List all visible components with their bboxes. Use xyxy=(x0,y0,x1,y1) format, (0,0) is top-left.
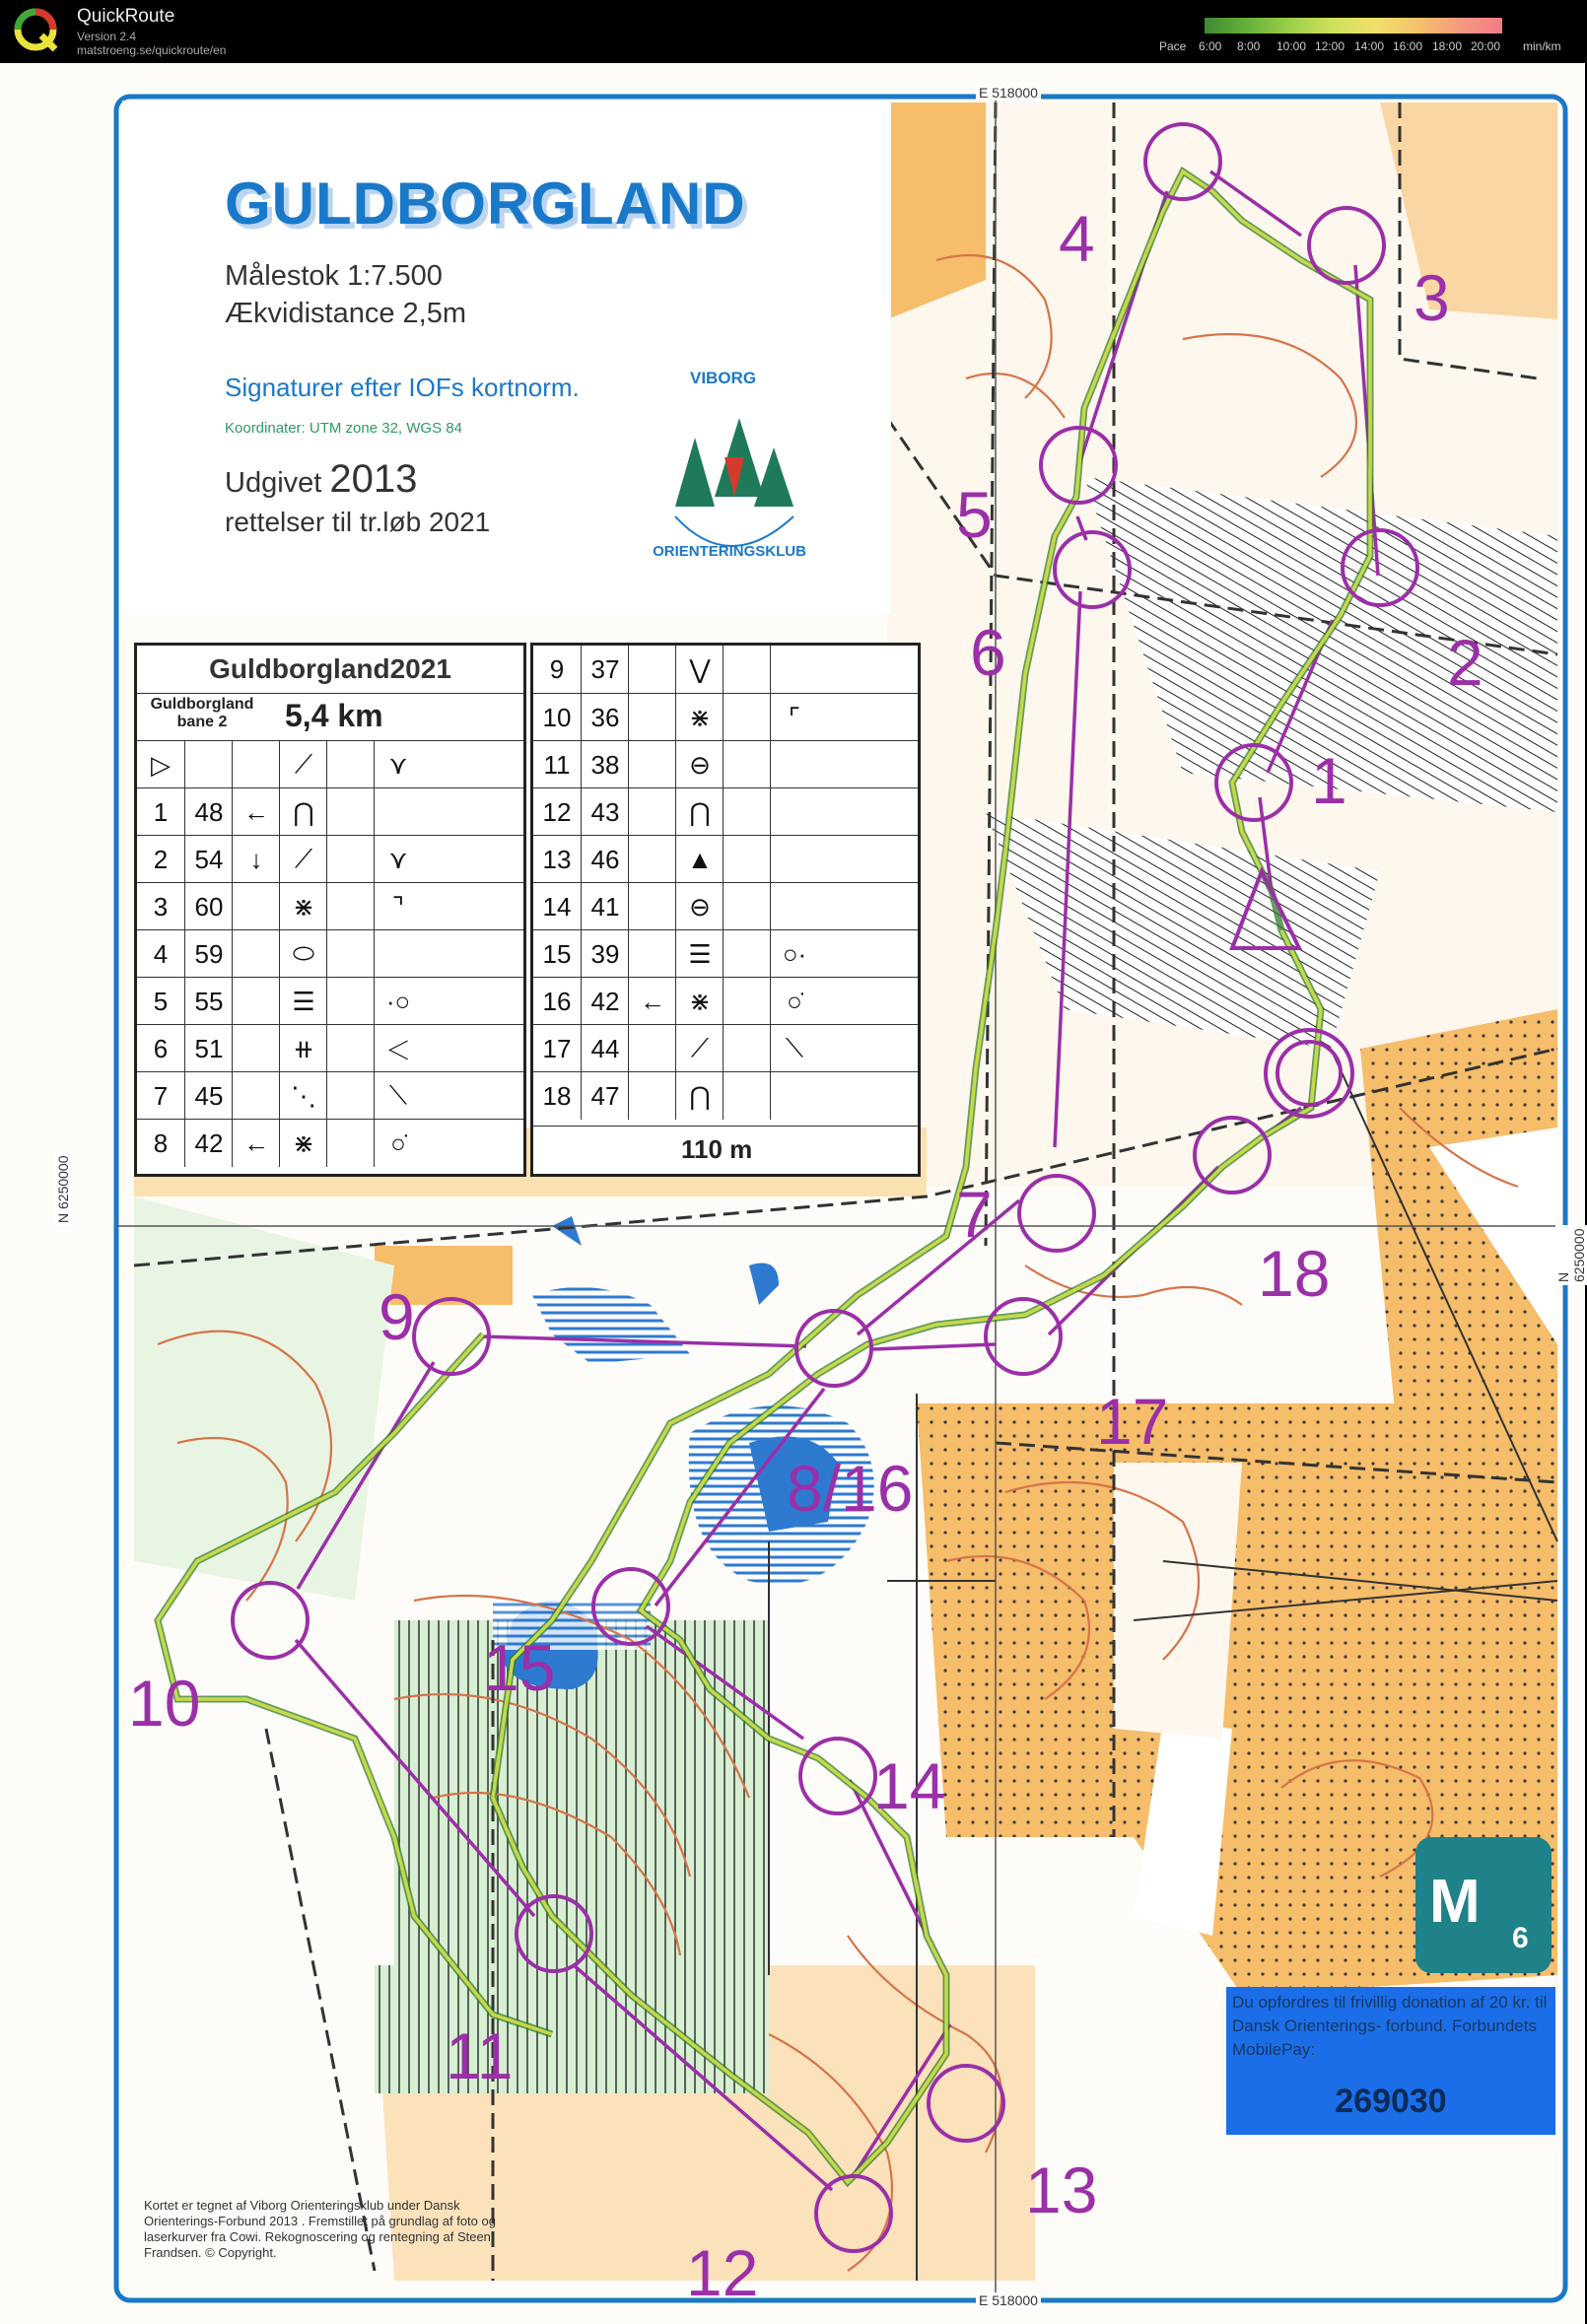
control-number-label: 8/16 xyxy=(787,1452,914,1525)
pace-tick: 18:00 xyxy=(1432,39,1463,53)
description-cell: 60 xyxy=(184,883,233,930)
quickroute-header xyxy=(0,0,1585,63)
control-number-label: 7 xyxy=(956,1178,993,1251)
description-cell xyxy=(628,883,676,930)
description-cell xyxy=(723,694,771,741)
club-name-bottom: ORIENTERINGSKLUB xyxy=(653,543,806,560)
control-row xyxy=(533,1071,918,1120)
donation-box xyxy=(1226,1987,1555,2135)
description-cell: 48 xyxy=(184,788,233,836)
description-cell xyxy=(326,978,375,1025)
control-row xyxy=(137,835,523,883)
description-cell: 42 xyxy=(184,1120,233,1167)
description-cell: 42 xyxy=(581,978,629,1025)
control-number-label: 2 xyxy=(1447,626,1484,699)
pace-color-scale xyxy=(1205,18,1502,34)
control-row xyxy=(137,882,523,930)
mobilepay-number: 269030 xyxy=(1335,2083,1447,2120)
description-cell: ↓ xyxy=(232,836,280,883)
control-number-label: 15 xyxy=(483,1631,556,1704)
description-cell: 44 xyxy=(581,1025,629,1072)
description-cell: 16 xyxy=(542,986,572,1016)
control-description-right xyxy=(530,643,921,1177)
description-cell: 45 xyxy=(184,1072,233,1120)
description-cell xyxy=(723,646,771,693)
description-cell: 10 xyxy=(542,702,572,732)
description-cell: 14 xyxy=(542,891,572,922)
control-number-label: 9 xyxy=(379,1280,415,1353)
description-cell: 7 xyxy=(153,1080,169,1111)
description-cell: 51 xyxy=(184,1025,233,1072)
quickroute-logo-icon xyxy=(12,6,59,53)
club-name: VIBORG xyxy=(690,369,757,387)
description-cell: ⌝ xyxy=(374,883,422,930)
control-number-label: 17 xyxy=(1096,1385,1169,1458)
description-cell xyxy=(232,930,280,978)
published-year: 2013 xyxy=(329,457,418,501)
course-row xyxy=(137,693,523,741)
description-cell xyxy=(770,788,818,836)
description-cell: ·○ xyxy=(374,978,422,1025)
description-cell: ☰ xyxy=(279,978,327,1025)
control-number-label: 6 xyxy=(970,616,1006,689)
description-cell: ⟍ xyxy=(374,1072,422,1120)
control-row xyxy=(533,977,918,1025)
description-cell: 8 xyxy=(153,1128,169,1158)
control-number-label: 10 xyxy=(128,1667,201,1740)
description-cell: 12 xyxy=(542,796,572,827)
description-cell xyxy=(326,930,375,978)
description-cell: 39 xyxy=(581,930,629,978)
donation-text: Du opfordres til frivillig donation af 20 kr. til Dansk Orienterings- forbund. Forbundets MobilePay: xyxy=(1232,1993,1548,2059)
event-name: Guldborgland2021 xyxy=(209,653,451,684)
control-row xyxy=(137,1119,523,1167)
pace-tick: 14:00 xyxy=(1354,39,1385,53)
published-line xyxy=(225,457,417,502)
description-cell: 9 xyxy=(549,653,565,684)
description-cell: ← xyxy=(232,1120,280,1167)
control-row xyxy=(137,977,523,1025)
club-logo-icon xyxy=(646,398,813,566)
description-cell: ⧺ xyxy=(279,1025,327,1072)
description-cell: ⋇ xyxy=(675,694,724,741)
description-cell: 18 xyxy=(542,1080,572,1111)
description-cell: 5 xyxy=(153,986,169,1016)
description-cell: ⟋ xyxy=(279,836,327,883)
description-cell: 17 xyxy=(542,1033,572,1063)
map-credits: Kortet er tegnet af Viborg Orienteringsklub under Dansk Orienterings-Forbund 2013 . Fremstillet på grundlag af foto og laserkurver fra Cowi. Rekognoscering og rentegning af Steen Frandsen. © Copyright. xyxy=(144,2198,496,2260)
symbols-note: Signaturer efter IOFs kortnorm. xyxy=(225,373,580,402)
description-cell xyxy=(770,741,818,788)
description-cell: ⊖ xyxy=(675,741,724,788)
description-cell xyxy=(723,1025,771,1072)
description-cell: 11 xyxy=(543,749,571,780)
app-version: Version 2.4 xyxy=(77,30,137,43)
description-cell: 4 xyxy=(153,938,169,969)
description-cell xyxy=(232,741,280,788)
control-number-label: 14 xyxy=(873,1749,946,1822)
m6-logo-icon xyxy=(1415,1837,1552,1973)
map-equidistance: Ækvidistance 2,5m xyxy=(225,298,466,329)
pace-label: Pace xyxy=(1159,39,1187,53)
description-cell xyxy=(770,883,818,930)
description-cell xyxy=(326,741,375,788)
description-cell: 13 xyxy=(542,844,572,874)
description-cell xyxy=(723,978,771,1025)
description-cell xyxy=(628,930,676,978)
control-number-label: 11 xyxy=(446,2019,514,2092)
description-cell: ⊖ xyxy=(675,883,724,930)
control-row xyxy=(137,787,523,836)
description-cell: ⋎ xyxy=(374,741,422,788)
control-number-label: 4 xyxy=(1059,202,1095,275)
description-cell: ＜ xyxy=(374,1025,422,1072)
description-cell: 38 xyxy=(581,741,629,788)
description-cell: ☰ xyxy=(675,930,724,978)
description-cell: ⋂ xyxy=(675,788,724,836)
control-description-left xyxy=(134,643,526,1177)
pace-tick: 20:00 xyxy=(1471,39,1501,53)
description-cell: 59 xyxy=(184,930,233,978)
description-cell xyxy=(723,1072,771,1120)
description-cell xyxy=(628,646,676,693)
description-cell xyxy=(723,836,771,883)
description-cell xyxy=(723,930,771,978)
grid-label-left: N 6250000 xyxy=(55,1152,71,1226)
description-cell: ← xyxy=(232,788,280,836)
description-cell xyxy=(326,788,375,836)
description-cell: 2 xyxy=(153,844,169,874)
description-cell: ○· xyxy=(770,930,818,978)
control-row xyxy=(533,835,918,883)
description-cell xyxy=(628,1072,676,1120)
description-cell: ⋇ xyxy=(279,1120,327,1167)
control-row xyxy=(137,1071,523,1120)
control-row xyxy=(137,929,523,978)
description-cell: ▲ xyxy=(675,836,724,883)
description-cell: ⬭ xyxy=(279,930,327,978)
published-prefix: Udgivet xyxy=(225,467,322,499)
description-cell xyxy=(326,883,375,930)
corrections-note: rettelser til tr.løb 2021 xyxy=(225,507,491,537)
description-cell xyxy=(232,978,280,1025)
description-cell: 47 xyxy=(581,1072,629,1120)
description-cell: 43 xyxy=(581,788,629,836)
grid-label-top: E 518000 xyxy=(976,85,1041,101)
control-number-label: 13 xyxy=(1025,2153,1098,2226)
description-cell xyxy=(770,1072,818,1120)
pace-tick: 8:00 xyxy=(1237,39,1261,53)
description-cell xyxy=(232,1025,280,1072)
description-cell xyxy=(232,1072,280,1120)
description-cell: ○̇ xyxy=(770,978,818,1025)
control-number-label: 1 xyxy=(1311,744,1347,817)
control-row xyxy=(533,882,918,930)
grid-label-bottom: E 518000 xyxy=(976,2292,1041,2308)
description-cell: ⋂ xyxy=(675,1072,724,1120)
description-cell: ⋎ xyxy=(374,836,422,883)
description-cell: ⋇ xyxy=(675,978,724,1025)
description-cell: 46 xyxy=(581,836,629,883)
description-cell: ○̇ xyxy=(374,1120,422,1167)
description-cell: 54 xyxy=(184,836,233,883)
start-row xyxy=(137,740,523,788)
map-title: GULDBORGLAND xyxy=(225,171,746,237)
description-cell: ⋁ xyxy=(675,646,724,693)
description-cell xyxy=(326,1120,375,1167)
description-cell: ⌜ xyxy=(770,694,818,741)
control-row xyxy=(533,787,918,836)
app-url[interactable]: matstroeng.se/quickroute/en xyxy=(77,43,227,57)
description-cell xyxy=(723,788,771,836)
description-cell xyxy=(770,646,818,693)
description-cell: ⋂ xyxy=(279,788,327,836)
control-row xyxy=(533,693,918,741)
description-cell xyxy=(723,741,771,788)
m6-logo-text: M xyxy=(1429,1868,1481,1936)
description-cell xyxy=(184,741,233,788)
description-cell: ⟋ xyxy=(279,741,327,788)
map-scale: Målestok 1:7.500 xyxy=(225,260,443,292)
description-cell xyxy=(374,788,422,836)
description-cell: 55 xyxy=(184,978,233,1025)
description-cell: 3 xyxy=(153,891,169,922)
finish-distance: 110 m xyxy=(681,1134,753,1164)
control-row xyxy=(533,646,918,693)
control-row xyxy=(533,1024,918,1072)
coordinates-note: Koordinater: UTM zone 32, WGS 84 xyxy=(225,420,462,437)
description-cell xyxy=(232,883,280,930)
description-cell xyxy=(374,930,422,978)
control-number-label: 18 xyxy=(1258,1237,1331,1310)
description-cell xyxy=(326,836,375,883)
description-cell xyxy=(326,1025,375,1072)
description-cell: ⟍ xyxy=(770,1025,818,1072)
description-cell xyxy=(628,694,676,741)
pace-tick: 12:00 xyxy=(1315,39,1346,53)
control-row xyxy=(137,1024,523,1072)
course-name: Guldborgland bane 2 xyxy=(150,696,254,730)
control-row xyxy=(533,740,918,788)
description-cell: ⟋ xyxy=(675,1025,724,1072)
pace-tick: 16:00 xyxy=(1393,39,1423,53)
description-cell xyxy=(628,836,676,883)
description-cell xyxy=(628,1025,676,1072)
description-cell xyxy=(628,788,676,836)
description-cell xyxy=(723,883,771,930)
description-cell: 15 xyxy=(542,938,572,969)
description-cell: 1 xyxy=(153,796,169,827)
description-cell xyxy=(628,741,676,788)
description-cell xyxy=(326,1072,375,1120)
pace-tick: 6:00 xyxy=(1199,39,1222,53)
description-cell: 6 xyxy=(153,1033,169,1063)
control-number-label: 5 xyxy=(956,478,993,551)
description-cell: 37 xyxy=(581,646,629,693)
course-length: 5,4 km xyxy=(285,698,383,733)
control-number-label: 12 xyxy=(686,2236,759,2309)
control-row xyxy=(533,929,918,978)
description-cell: ⋱ xyxy=(279,1072,327,1120)
finish-row xyxy=(533,1126,918,1174)
app-name: QuickRoute xyxy=(77,6,175,27)
description-cell: ⋇ xyxy=(279,883,327,930)
grid-label-right: N 6250000 xyxy=(1555,1225,1587,1285)
orienteering-map[interactable] xyxy=(0,63,1585,2324)
description-cell xyxy=(770,836,818,883)
description-cell: ▷ xyxy=(151,749,171,780)
description-cell: 41 xyxy=(581,883,629,930)
pace-tick: 10:00 xyxy=(1276,39,1307,53)
control-number-label: 3 xyxy=(1414,261,1450,334)
m6-logo-sub: 6 xyxy=(1512,1922,1529,1954)
description-cell: 36 xyxy=(581,694,629,741)
description-cell: ← xyxy=(628,978,676,1025)
pace-unit: min/km xyxy=(1523,39,1561,53)
